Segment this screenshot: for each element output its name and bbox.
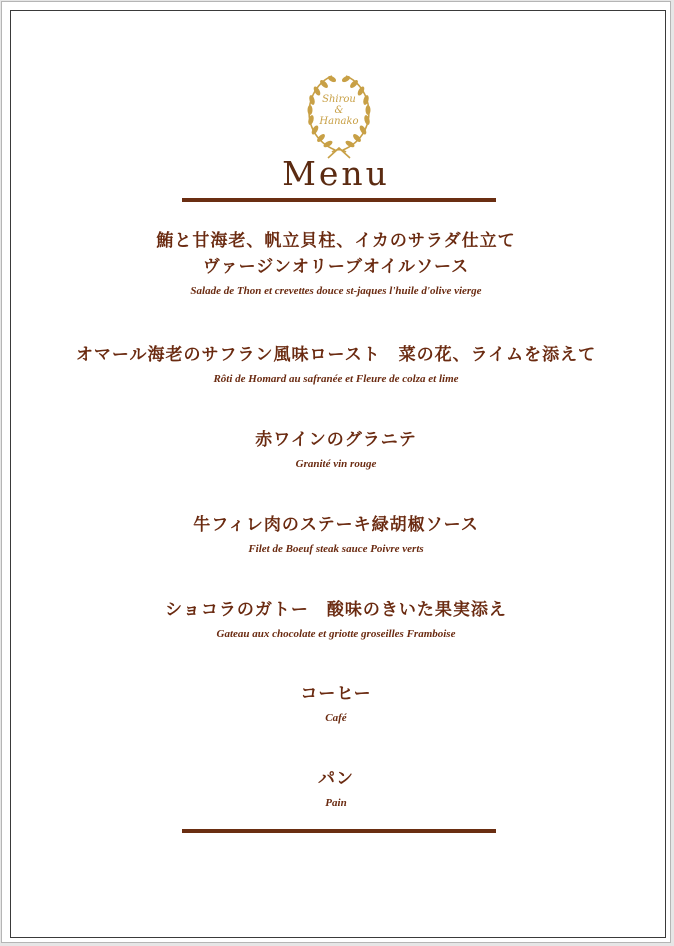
emblem-name-1: Shirou	[322, 94, 356, 105]
course-fr-title: Pain	[325, 797, 347, 809]
course-item	[2, 766, 670, 810]
emblem-ampersand: &	[334, 105, 344, 116]
course-fr-title: Salade de Thon et crevettes douce st-jaques l'huile d'olive vierge	[190, 285, 482, 297]
course-jp-subtitle: ヴァージンオリーブオイルソース	[202, 257, 470, 277]
course-item	[2, 228, 670, 298]
course-fr-title: Café	[325, 712, 347, 724]
course-fr-title: Gateau aux chocolate et griotte groseilles Framboise	[216, 628, 456, 640]
menu-page	[1, 1, 671, 943]
course-item	[2, 512, 670, 556]
course-fr-title: Filet de Boeuf steak sauce Poivre verts	[248, 543, 424, 555]
course-jp-title: コーヒー	[300, 684, 372, 704]
laurel-emblem	[302, 72, 376, 160]
bottom-divider	[182, 829, 496, 833]
course-jp-title: 鮪と甘海老、帆立貝柱、イカのサラダ仕立て	[156, 231, 516, 251]
course-jp-title: 牛フィレ肉のステーキ緑胡椒ソース	[193, 515, 479, 535]
course-item	[2, 597, 670, 641]
course-jp-title: ショコラのガトー 酸味のきいた果実添え	[165, 600, 507, 620]
course-fr-title: Rôti de Homard au safranée et Fleure de colza et lime	[213, 373, 459, 385]
course-item	[2, 681, 670, 725]
top-divider	[182, 198, 496, 202]
course-jp-title: オマール海老のサフラン風味ロースト 菜の花、ライムを添えて	[75, 345, 597, 365]
course-fr-title: Granité vin rouge	[295, 458, 377, 470]
course-item	[2, 342, 670, 386]
course-jp-title: 赤ワインのグラニテ	[255, 430, 417, 450]
page-title: Menu	[282, 154, 390, 193]
course-item	[2, 427, 670, 471]
course-jp-title: パン	[318, 769, 354, 789]
emblem-name-2: Hanako	[319, 116, 359, 127]
